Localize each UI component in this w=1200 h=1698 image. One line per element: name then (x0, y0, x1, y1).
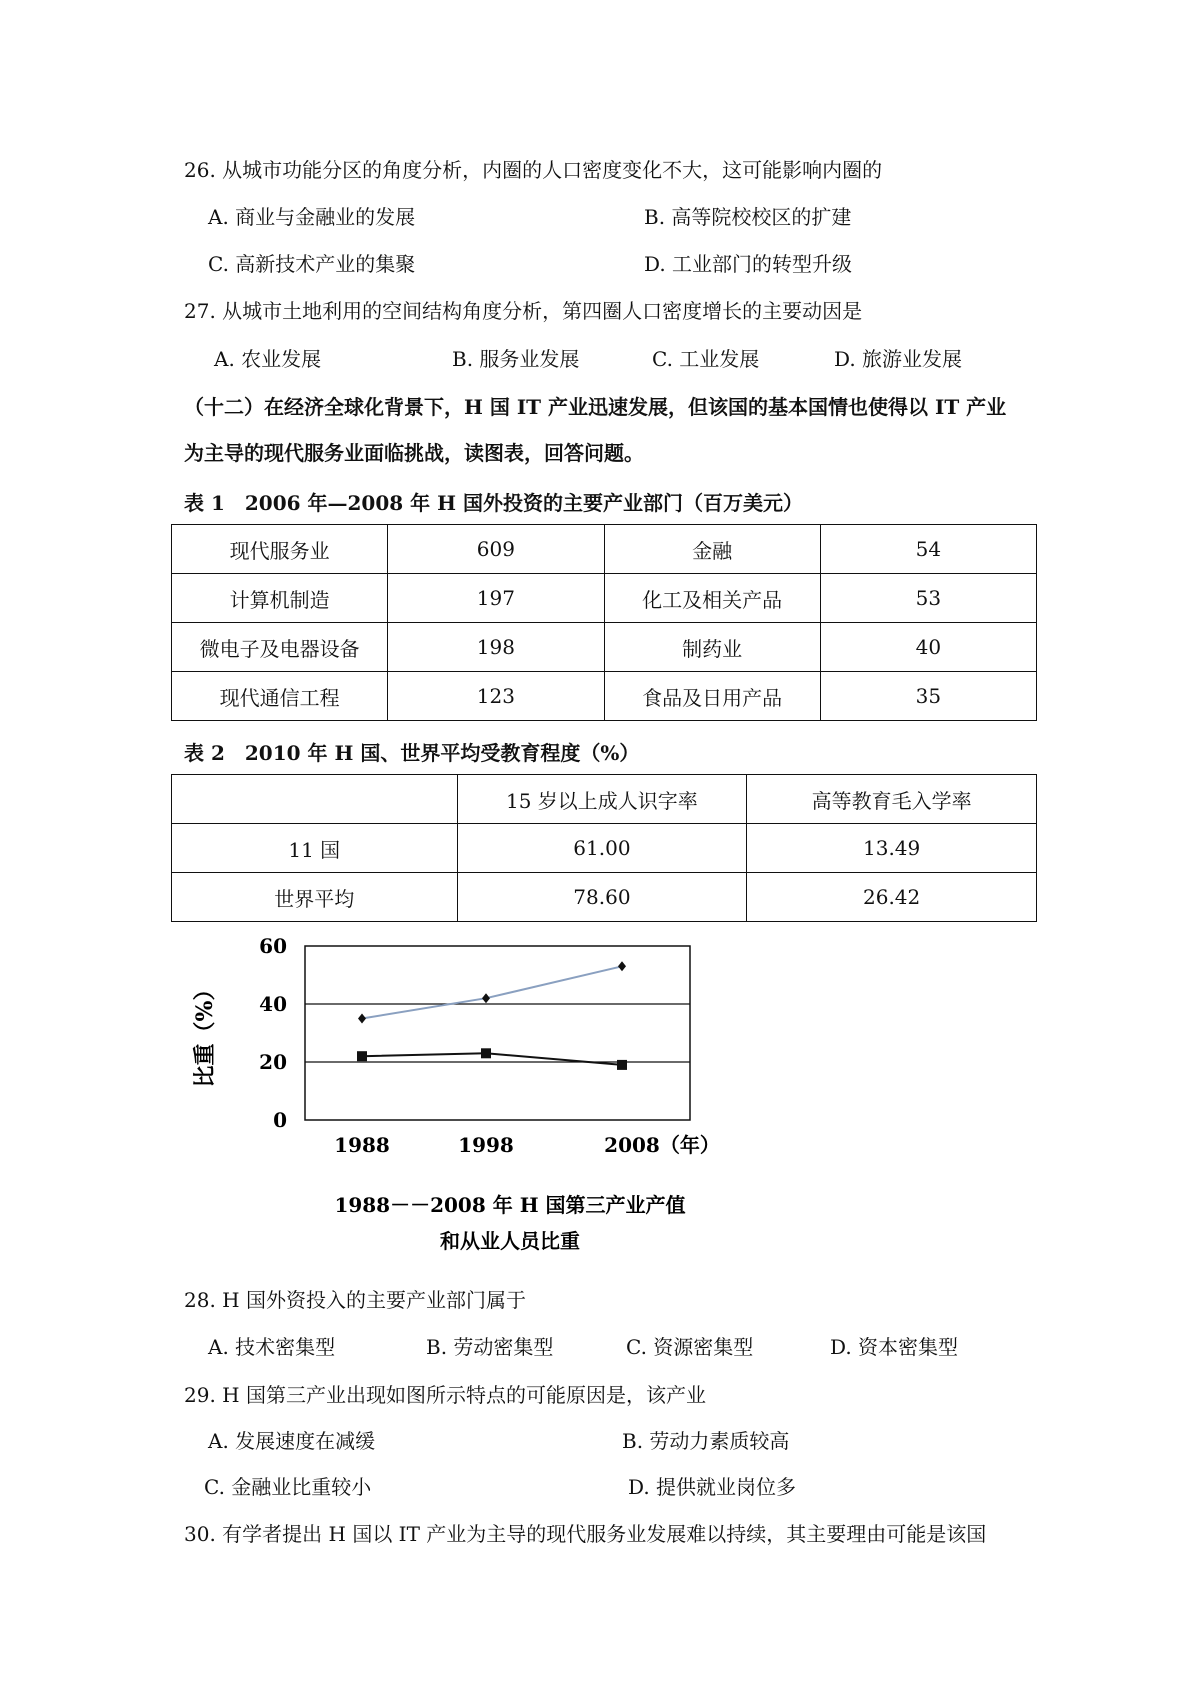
chart-x-tick-label: 1988 (334, 1133, 390, 1157)
question-29-option-d: D. 提供就业岗位多 (628, 1475, 797, 1499)
question-27-option-b: B. 服务业发展 (452, 347, 580, 371)
chart-y-tick-label: 40 (259, 992, 287, 1016)
table-row (172, 623, 1037, 672)
table-cell: 13.49 (747, 824, 1037, 873)
chart-data-point-diamond (358, 1014, 366, 1024)
chart-series-line (362, 966, 622, 1018)
chart-data-point-diamond (618, 961, 626, 971)
table-2 (171, 774, 1037, 922)
chart-data-point-square (357, 1051, 367, 1061)
chart-grid (259, 934, 720, 1157)
chart-y-tick-label: 0 (273, 1108, 287, 1132)
table-cell: 化工及相关产品 (604, 574, 820, 623)
tertiary-industry-line-chart (180, 930, 720, 1270)
table-cell: 现代通信工程 (172, 672, 388, 721)
table-cell: 制药业 (604, 623, 820, 672)
chart-caption-line2: 和从业人员比重 (440, 1229, 580, 1253)
table-cell: 35 (820, 672, 1036, 721)
table-cell: 40 (820, 623, 1036, 672)
question-26-stem: 26. 从城市功能分区的角度分析，内圈的人口密度变化不大，这可能影响内圈的 (184, 158, 883, 182)
chart-series-group (357, 961, 627, 1070)
table-cell: 11 国 (172, 824, 458, 873)
question-26-option-c: C. 高新技术产业的集聚 (208, 252, 416, 276)
table-cell: 金融 (604, 525, 820, 574)
question-27-option-d: D. 旅游业发展 (834, 347, 963, 371)
table-row (172, 672, 1037, 721)
chart-caption-line1: 1988－－2008 年 H 国第三产业产值 (334, 1193, 686, 1217)
chart-y-axis-label: 比重（%） (192, 978, 218, 1088)
question-28-option-a: A. 技术密集型 (208, 1335, 336, 1359)
table-row (172, 525, 1037, 574)
question-29-option-c: C. 金融业比重较小 (204, 1475, 372, 1499)
table-cell: 53 (820, 574, 1036, 623)
section-12-intro-line1: （十二）在经济全球化背景下，H 国 IT 产业迅速发展，但该国的基本国情也使得以 IT 产业 (184, 395, 1007, 419)
table-row (172, 824, 1037, 873)
chart-data-point-square (617, 1060, 627, 1070)
question-28-option-b: B. 劳动密集型 (426, 1335, 554, 1359)
table-cell: 现代服务业 (172, 525, 388, 574)
table-cell: 198 (388, 623, 604, 672)
table-cell: 计算机制造 (172, 574, 388, 623)
question-29-option-a: A. 发展速度在减缓 (208, 1429, 376, 1453)
table-cell: 微电子及电器设备 (172, 623, 388, 672)
table-row (172, 873, 1037, 922)
question-27-option-c: C. 工业发展 (652, 347, 760, 371)
table-cell: 世界平均 (172, 873, 458, 922)
table-header-cell: 15 岁以上成人识字率 (457, 775, 747, 824)
question-29-stem: 29. H 国第三产业出现如图所示特点的可能原因是，该产业 (184, 1383, 706, 1407)
question-28-option-d: D. 资本密集型 (830, 1335, 959, 1359)
question-26-option-a: A. 商业与金融业的发展 (208, 205, 416, 229)
question-27-option-a: A. 农业发展 (214, 347, 322, 371)
chart-series-line (362, 1053, 622, 1065)
question-28-stem: 28. H 国外资投入的主要产业部门属于 (184, 1288, 526, 1312)
table-cell: 食品及日用产品 (604, 672, 820, 721)
table-row (172, 574, 1037, 623)
chart-x-tick-label: 1998 (458, 1133, 514, 1157)
chart-data-point-diamond (482, 993, 490, 1003)
table-cell: 123 (388, 672, 604, 721)
chart-x-tick-label: 2008（年） (604, 1133, 720, 1157)
table-cell: 78.60 (457, 873, 747, 922)
table-cell: 197 (388, 574, 604, 623)
table-header-cell (172, 775, 458, 824)
table-cell: 609 (388, 525, 604, 574)
chart-plot-frame (305, 946, 690, 1120)
question-29-option-b: B. 劳动力素质较高 (622, 1429, 790, 1453)
table-1 (171, 524, 1037, 721)
question-28-option-c: C. 资源密集型 (626, 1335, 754, 1359)
chart-y-tick-label: 60 (259, 934, 287, 958)
table-1-caption: 表 1 2006 年—2008 年 H 国外投资的主要产业部门（百万美元） (184, 491, 803, 515)
table-cell: 54 (820, 525, 1036, 574)
question-30-stem: 30. 有学者提出 H 国以 IT 产业为主导的现代服务业发展难以持续，其主要理由可能是该国 (184, 1522, 987, 1546)
table-cell: 61.00 (457, 824, 747, 873)
question-26-option-d: D. 工业部门的转型升级 (644, 252, 853, 276)
table-2-caption: 表 2 2010 年 H 国、世界平均受教育程度（%） (184, 741, 640, 765)
chart-y-tick-label: 20 (259, 1050, 287, 1074)
table-cell: 26.42 (747, 873, 1037, 922)
question-27-stem: 27. 从城市土地利用的空间结构角度分析，第四圈人口密度增长的主要动因是 (184, 299, 863, 323)
question-26-option-b: B. 高等院校校区的扩建 (644, 205, 852, 229)
chart-data-point-square (481, 1048, 491, 1058)
table-header-row (172, 775, 1037, 824)
table-header-cell: 高等教育毛入学率 (747, 775, 1037, 824)
section-12-intro-line2: 为主导的现代服务业面临挑战，读图表，回答问题。 (184, 441, 644, 465)
